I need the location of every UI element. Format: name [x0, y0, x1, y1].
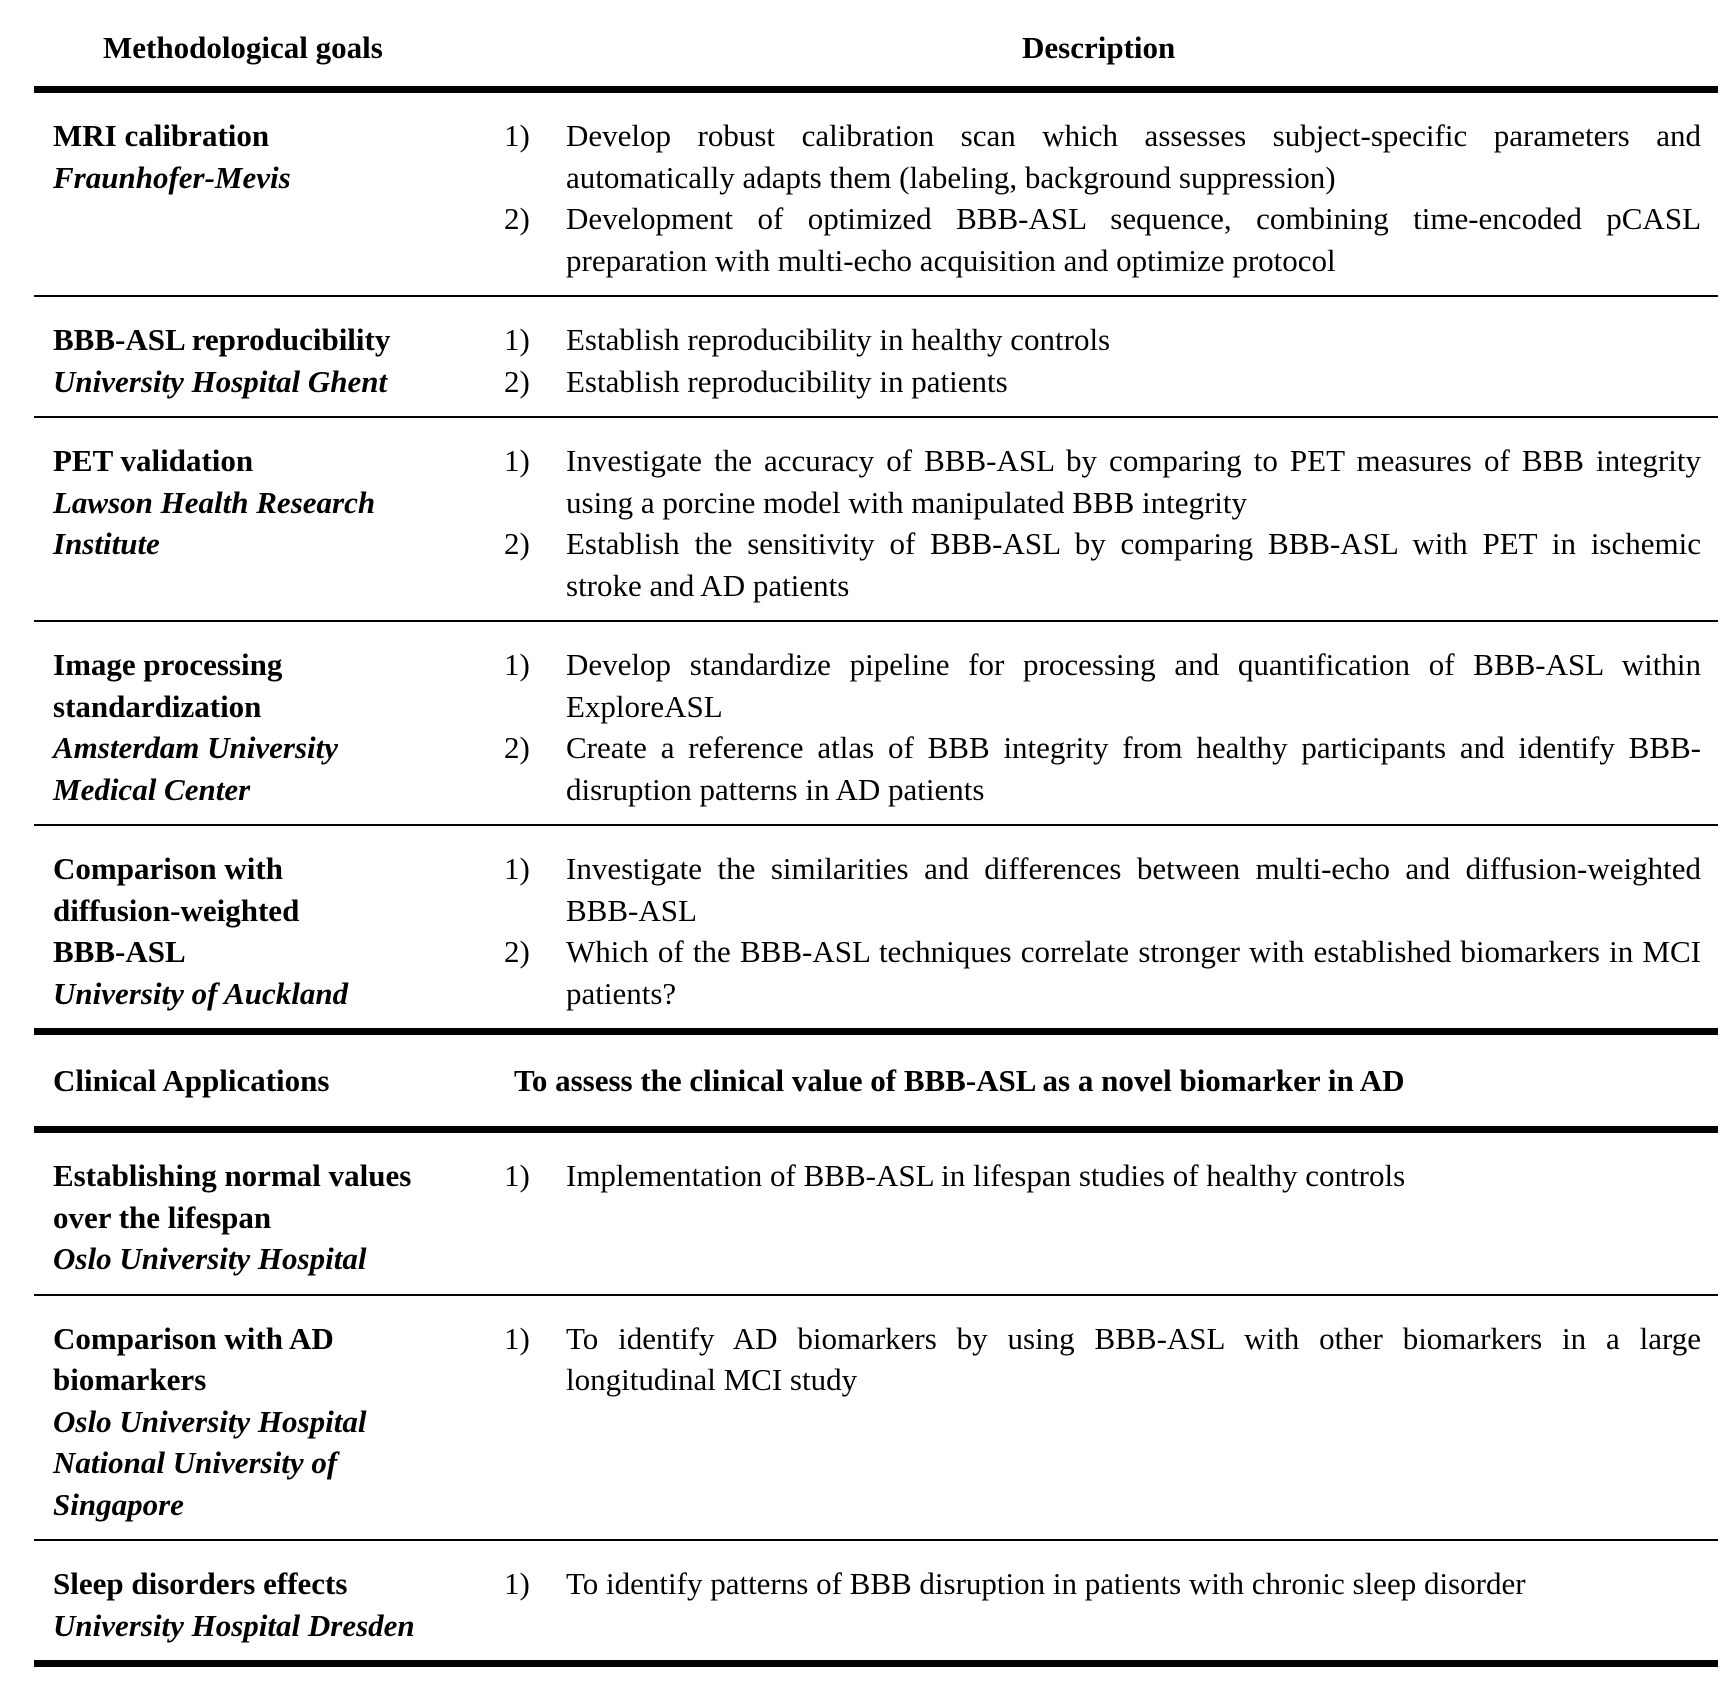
item-number: 1)	[504, 851, 530, 886]
description-cell	[504, 1318, 1718, 1526]
goal-institution: National University of	[53, 1445, 338, 1480]
goal-title: Comparison with AD	[53, 1320, 334, 1356]
goal-title: PET validation	[53, 443, 254, 478]
table-header	[34, 0, 1718, 86]
item-text: Develop standardize pipeline for processing and quantification of BBB-ASL within ExploreASL	[566, 647, 1701, 724]
description-cell	[504, 848, 1718, 1014]
description-cell	[504, 644, 1718, 810]
goal-institution: Oslo University Hospital	[53, 1403, 367, 1439]
goal-cell	[34, 440, 504, 606]
description-cell	[504, 1155, 1718, 1280]
goal-cell	[34, 1155, 504, 1280]
clinical-section-aim: To assess the clinical value of BBB-ASL as a novel biomarker in AD	[514, 1062, 1405, 1098]
goal-title: MRI calibration	[53, 118, 270, 153]
goal-title: Sleep disorders effects	[53, 1566, 348, 1601]
item-number: 2)	[504, 363, 530, 399]
item-number: 2)	[504, 526, 530, 561]
description-item	[504, 319, 1701, 361]
goal-title: standardization	[53, 688, 262, 724]
goal-cell	[34, 319, 504, 402]
goal-title: Image processing	[53, 647, 283, 682]
description-item	[504, 523, 1701, 606]
goal-title: over the lifespan	[53, 1199, 272, 1235]
item-text: Investigate the similarities and differences between multi-echo and diffusion-weighted BBB-ASL	[566, 851, 1701, 928]
description-item	[504, 361, 1701, 403]
description-item	[504, 115, 1701, 198]
goal-title: Establishing normal values	[53, 1158, 412, 1193]
goals-table	[34, 0, 1718, 1667]
description-item	[504, 727, 1701, 810]
item-text: Establish the sensitivity of BBB-ASL by comparing BBB-ASL with PET in ischemic stroke and AD patients	[566, 526, 1701, 603]
description-cell	[504, 440, 1718, 606]
header-rule	[34, 86, 1718, 93]
item-text: Establish reproducibility in patients	[566, 363, 1008, 399]
table-row	[34, 826, 1718, 1028]
bottom-rule	[34, 1660, 1718, 1667]
goal-institution: Singapore	[53, 1486, 184, 1522]
item-number: 1)	[504, 1158, 530, 1193]
clinical-rows	[34, 1133, 1718, 1660]
item-number: 1)	[504, 118, 530, 153]
description-item	[504, 198, 1701, 281]
table-row	[34, 1541, 1718, 1660]
description-item	[504, 644, 1701, 727]
section-rule-top	[34, 1028, 1718, 1035]
goal-cell	[34, 115, 504, 281]
goal-institution: University Hospital Ghent	[53, 363, 388, 399]
methodological-rows	[34, 93, 1718, 1028]
item-text: Develop robust calibration scan which assesses subject-specific parameters and automatically adapts them (labeling, background suppression)	[566, 118, 1701, 195]
goal-title: biomarkers	[53, 1362, 207, 1397]
clinical-section-label: Clinical Applications	[53, 1062, 330, 1098]
goal-institution: University Hospital Dresden	[53, 1607, 415, 1643]
item-number: 1)	[504, 1320, 530, 1356]
goal-institution: University of Auckland	[53, 975, 349, 1011]
goal-title: BBB-ASL	[53, 934, 186, 969]
item-number: 2)	[504, 730, 530, 765]
goal-cell	[34, 1563, 504, 1646]
description-item	[504, 931, 1701, 1014]
table-row	[34, 418, 1718, 620]
header-description: Description	[1022, 30, 1176, 65]
item-number: 2)	[504, 201, 530, 236]
description-item	[504, 1318, 1701, 1401]
item-number: 2)	[504, 934, 530, 969]
item-text: Which of the BBB-ASL techniques correlate stronger with established biomarkers in MCI patients?	[566, 934, 1701, 1011]
goal-institution: Lawson Health Research	[53, 484, 376, 520]
header-methodological-goals: Methodological goals	[103, 30, 383, 65]
item-text: Implementation of BBB-ASL in lifespan studies of healthy controls	[566, 1158, 1406, 1193]
item-text: Establish reproducibility in healthy controls	[566, 322, 1111, 357]
description-item	[504, 440, 1701, 523]
table-row	[34, 297, 1718, 416]
goal-title: BBB-ASL reproducibility	[53, 322, 391, 357]
table-row	[34, 622, 1718, 824]
goal-institution: Fraunhofer-Mevis	[53, 159, 291, 195]
description-cell	[504, 319, 1718, 402]
item-number: 1)	[504, 443, 530, 478]
goal-cell	[34, 848, 504, 1014]
goal-institution: Medical Center	[53, 771, 251, 807]
item-text: To identify patterns of BBB disruption in patients with chronic sleep disorder	[566, 1566, 1526, 1601]
description-item	[504, 848, 1701, 931]
goal-cell	[34, 644, 504, 810]
description-cell	[504, 115, 1718, 281]
item-text: Development of optimized BBB-ASL sequence, combining time-encoded pCASL preparation with multi-echo acquisition and optimize protocol	[566, 201, 1701, 278]
goal-title: Comparison with	[53, 851, 283, 886]
goal-institution: Institute	[53, 526, 160, 561]
item-text: Create a reference atlas of BBB integrity from healthy participants and identify BBB-disruption patterns in AD patients	[566, 730, 1701, 807]
table-row	[34, 1133, 1718, 1294]
item-number: 1)	[504, 322, 530, 357]
clinical-section-header	[34, 1035, 1718, 1126]
item-number: 1)	[504, 647, 530, 682]
section-rule-bottom	[34, 1126, 1718, 1133]
item-number: 1)	[504, 1566, 530, 1601]
goal-cell	[34, 1318, 504, 1526]
description-item	[504, 1563, 1701, 1605]
goal-title: diffusion-weighted	[53, 892, 300, 928]
description-item	[504, 1155, 1701, 1197]
table-row	[34, 1296, 1718, 1540]
table-row	[34, 93, 1718, 295]
goal-institution: Amsterdam University	[53, 730, 339, 765]
description-cell	[504, 1563, 1718, 1646]
item-text: To identify AD biomarkers by using BBB-ASL with other biomarkers in a large longitudinal MCI study	[566, 1320, 1701, 1397]
item-text: Investigate the accuracy of BBB-ASL by comparing to PET measures of BBB integrity using a porcine model with manipulated BBB integrity	[566, 443, 1701, 520]
goal-institution: Oslo University Hospital	[53, 1241, 367, 1276]
